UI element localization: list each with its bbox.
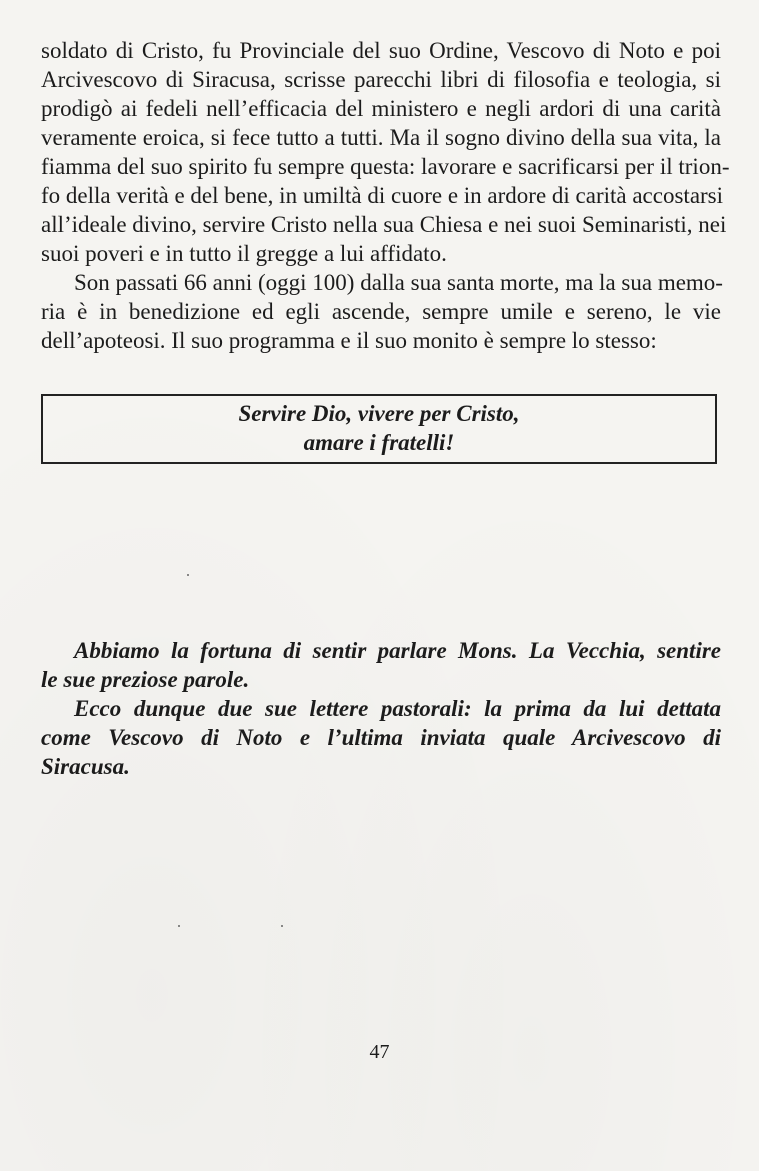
text-line: ria è in benedizione ed egli ascende, sempre umile e sereno, le vie: [41, 299, 721, 324]
intro-line: Ecco dunque due sue lettere pastorali: la prima da lui dettata: [74, 696, 721, 721]
text-line: suoi poveri e in tutto il gregge a lui affidato.: [41, 241, 447, 266]
text-line: dell’apoteosi. Il suo programma e il suo monito è sempre lo stesso:: [41, 328, 657, 353]
text-line: Arcivescovo di Siracusa, scrisse parecchi libri di filosofia e teologia, si: [41, 67, 721, 92]
text-line: fiamma del suo spirito fu sempre questa: lavorare e sacrificarsi per il trion-: [41, 154, 730, 179]
intro-line: le sue preziose parole.: [41, 667, 250, 692]
main-text: [41, 36, 730, 355]
motto-box: [41, 394, 717, 464]
motto-line: amare i fratelli!: [303, 430, 455, 455]
paper-speck: [178, 925, 180, 927]
text-line: fo della verità e del bene, in umiltà di cuore e in ardore di carità accostarsi: [41, 183, 724, 208]
intro-text: [41, 636, 721, 781]
motto-line: Servire Dio, vivere per Cristo,: [238, 401, 520, 426]
text-line: prodigò ai fedeli nell’efficacia del ministero e negli ardori di una carità: [41, 96, 721, 121]
text-line: Son passati 66 anni (oggi 100) dalla sua santa morte, ma la sua memo-: [74, 270, 723, 295]
intro-line: Abbiamo la fortuna di sentir parlare Mons. La Vecchia, sentire: [74, 638, 721, 663]
intro-line: come Vescovo di Noto e l’ultima inviata quale Arcivescovo di: [41, 725, 721, 750]
paper-speck: [187, 574, 189, 576]
text-line: soldato di Cristo, fu Provinciale del suo Ordine, Vescovo di Noto e poi: [41, 38, 721, 63]
intro-line: Siracusa.: [41, 754, 130, 779]
paper-speck: [281, 925, 283, 927]
text-line: veramente eroica, si fece tutto a tutti. Ma il sogno divino della sua vita, la: [41, 125, 721, 150]
text-line: all’ideale divino, servire Cristo nella sua Chiesa e nei suoi Seminaristi, nei: [41, 212, 727, 237]
page-number: 47: [369, 1041, 390, 1063]
